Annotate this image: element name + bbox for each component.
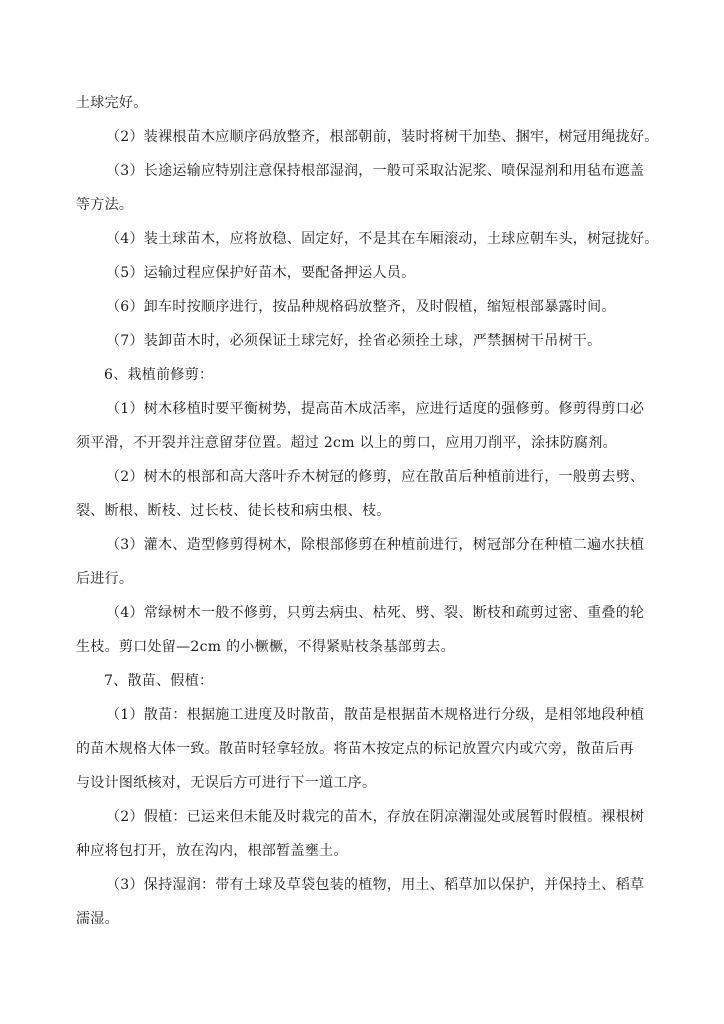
section-heading: 6、栽植前修剪： — [104, 367, 214, 383]
text-line: 濡湿。 — [76, 911, 119, 927]
text-line: 生枝。剪口处留—2cm 的小橛橛，不得紧贴枝条基部剪去。 — [76, 639, 455, 655]
section-heading: 7、散苗、假植： — [104, 673, 214, 689]
text-line: 土球完好。 — [76, 95, 148, 111]
text-line: 须平滑，不开裂并注意留芽位置。超过 2cm 以上的剪口，应用刀削平，涂抹防腐剂。 — [76, 435, 617, 451]
text-line: （5）运输过程应保护好苗木，要配备押运人员。 — [106, 265, 416, 281]
text-line: （2）树木的根部和高大落叶乔木树冠的修剪，应在散苗后种植前进行，一般剪去劈、 — [106, 469, 645, 485]
text-line: 种应将包打开，放在沟内，根部暂盖壅土。 — [76, 843, 348, 859]
text-line: （3）保持湿润：带有土球及草袋包装的植物，用土、稻草加以保护，并保持土、稻草 — [106, 877, 645, 893]
text-line: 的苗木规格大体一致。散苗时轻拿轻放。将苗木按定点的标记放置穴内或穴旁，散苗后再 — [76, 741, 634, 757]
text-line: 裂、断根、断枝、过长枝、徒长枝和病虫根、枝。 — [76, 503, 391, 519]
text-line: （1）树木移植时要平衡树势，提高苗木成活率，应进行适度的强修剪。修剪得剪口必 — [106, 401, 645, 417]
text-line: （6）卸车时按顺序进行，按品种规格码放整齐，及时假植，缩短根部暴露时间。 — [106, 299, 616, 315]
text-line: （7）装卸苗木时，必须保证土球完好，拴省必须拴土球，严禁捆树干吊树干。 — [106, 333, 602, 349]
text-line: （4）常绿树木一般不修剪，只剪去病虫、枯死、劈、裂、断枝和疏剪过密、重叠的轮 — [106, 605, 645, 621]
text-line: （4）装土球苗木，应将放稳、固定好，不是其在车厢滚动，土球应朝车头，树冠拢好。 — [106, 231, 659, 247]
text-line: 后进行。 — [76, 571, 134, 587]
text-line: （2）装裸根苗木应顺序码放整齐，根部朝前，装时将树干加垫、捆牢，树冠用绳拢好。 — [106, 129, 659, 145]
text-line: （2）假植：已运来但未能及时栽完的苗木，存放在阴凉潮湿处或展暂时假植。裸根树 — [106, 809, 645, 825]
text-line: （3）长途运输应特别注意保持根部湿润，一般可采取沾泥浆、喷保湿剂和用毡布遮盖 — [106, 163, 645, 179]
text-line: （1）散苗：根据施工进度及时散苗，散苗是根据苗木规格进行分级，是相邻地段种植 — [106, 707, 645, 723]
text-line: （3）灌木、造型修剪得树木，除根部修剪在种植前进行，树冠部分在种植二遍水扶植 — [106, 537, 645, 553]
text-line: 与设计图纸核对，无误后方可进行下一道工序。 — [76, 775, 377, 791]
text-line: 等方法。 — [76, 197, 134, 213]
